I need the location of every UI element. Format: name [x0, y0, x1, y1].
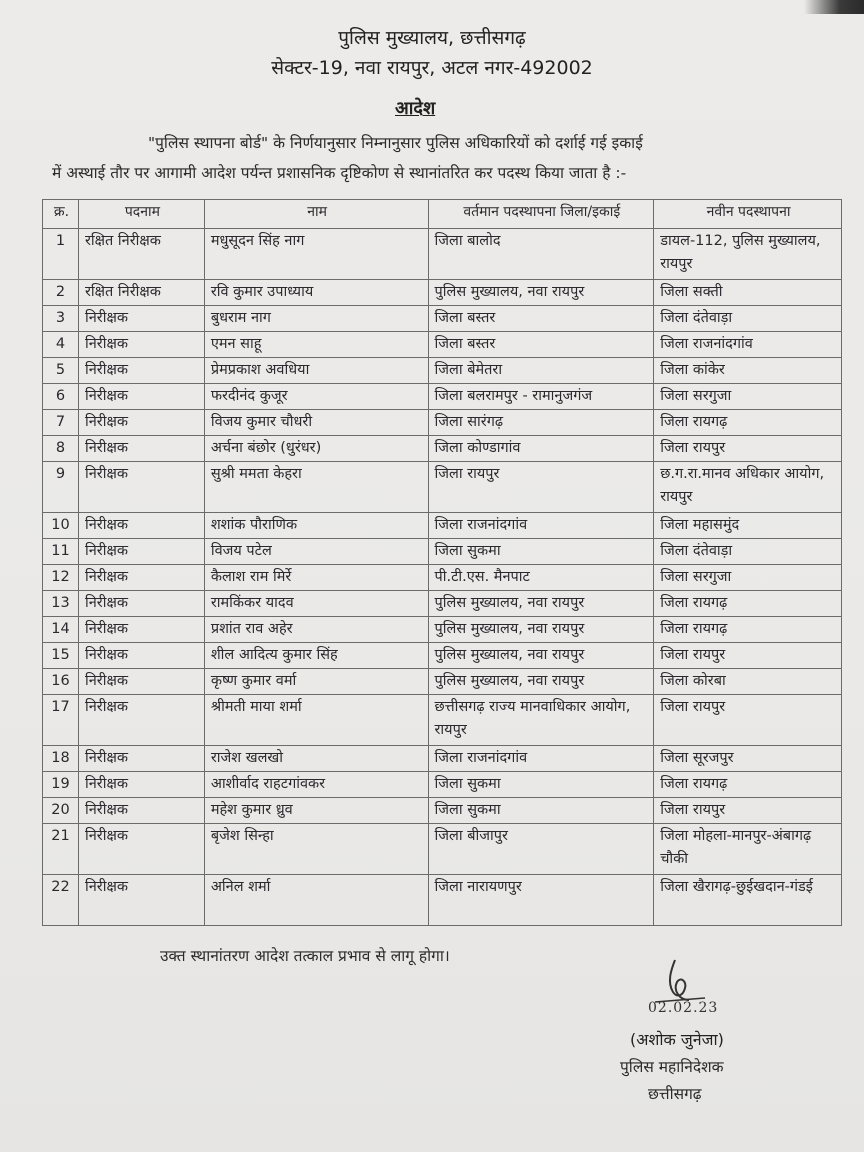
designation-cell: निरीक्षक [78, 798, 204, 824]
new-posting-cell: जिला सक्ती [654, 280, 842, 306]
designation-cell: निरीक्षक [78, 332, 204, 358]
serial-cell: 21 [43, 824, 79, 875]
header-name: नाम [204, 200, 428, 229]
name-cell: अर्चना बंछोर (धुरंधर) [204, 436, 428, 462]
serial-cell: 3 [43, 306, 79, 332]
current-posting-cell: पुलिस मुख्यालय, नवा रायपुर [428, 643, 654, 669]
current-posting-cell: जिला बलरामपुर - रामानुजगंज [428, 384, 654, 410]
current-posting-cell: पी.टी.एस. मैनपाट [428, 565, 654, 591]
serial-cell: 13 [43, 591, 79, 617]
table-row [43, 513, 842, 539]
new-posting-cell: जिला दंतेवाड़ा [654, 306, 842, 332]
serial-cell: 9 [43, 462, 79, 513]
name-cell: एमन साहू [204, 332, 428, 358]
table-row [43, 332, 842, 358]
table-row [43, 229, 842, 280]
new-posting-cell: जिला मोहला-मानपुर-अंबागढ़ चौकी [654, 824, 842, 875]
table-row [43, 746, 842, 772]
table-row [43, 384, 842, 410]
designation-cell: निरीक्षक [78, 643, 204, 669]
table-row [43, 539, 842, 565]
current-posting-cell: पुलिस मुख्यालय, नवा रायपुर [428, 591, 654, 617]
serial-cell: 7 [43, 410, 79, 436]
new-posting-cell: जिला राजनांदगांव [654, 332, 842, 358]
table-row [43, 358, 842, 384]
name-cell: कृष्ण कुमार वर्मा [204, 669, 428, 695]
new-posting-cell: जिला रायगढ़ [654, 410, 842, 436]
office-address: सेक्टर-19, नवा रायपुर, अटल नगर-492002 [271, 57, 593, 79]
name-cell: रवि कुमार उपाध्याय [204, 280, 428, 306]
new-posting-cell: जिला खैरागढ़-छुईखदान-गंडई [654, 875, 842, 926]
new-posting-cell: जिला रायगढ़ [654, 591, 842, 617]
new-posting-cell: जिला रायपुर [654, 436, 842, 462]
name-cell: श्रीमती माया शर्मा [204, 695, 428, 746]
name-cell: प्रेमप्रकाश अवधिया [204, 358, 428, 384]
serial-cell: 15 [43, 643, 79, 669]
designation-cell: रक्षित निरीक्षक [78, 280, 204, 306]
name-cell: शील आदित्य कुमार सिंह [204, 643, 428, 669]
serial-cell: 14 [43, 617, 79, 643]
designation-cell: निरीक्षक [78, 875, 204, 926]
current-posting-cell: जिला राजनांदगांव [428, 746, 654, 772]
table-header-row [43, 200, 842, 229]
table-row [43, 565, 842, 591]
current-posting-cell: जिला बस्तर [428, 332, 654, 358]
designation-cell: निरीक्षक [78, 513, 204, 539]
new-posting-cell: जिला रायगढ़ [654, 617, 842, 643]
transfer-table [42, 199, 842, 926]
name-cell: राजेश खलखो [204, 746, 428, 772]
current-posting-cell: जिला सुकमा [428, 539, 654, 565]
current-posting-cell: जिला सारंगढ़ [428, 410, 654, 436]
current-posting-cell: जिला बेमेतरा [428, 358, 654, 384]
signatory-designation: पुलिस महानिदेशक [620, 1058, 724, 1076]
designation-cell: निरीक्षक [78, 539, 204, 565]
name-cell: रामकिंकर यादव [204, 591, 428, 617]
name-cell: शशांक पौराणिक [204, 513, 428, 539]
name-cell: फरदीनंद कुजूर [204, 384, 428, 410]
name-cell: महेश कुमार ध्रुव [204, 798, 428, 824]
current-posting-cell: जिला राजनांदगांव [428, 513, 654, 539]
table-row [43, 306, 842, 332]
table-row [43, 875, 842, 926]
serial-cell: 10 [43, 513, 79, 539]
designation-cell: निरीक्षक [78, 436, 204, 462]
current-posting-cell: पुलिस मुख्यालय, नवा रायपुर [428, 617, 654, 643]
name-cell: विजय पटेल [204, 539, 428, 565]
header-new-posting: नवीन पदस्थापना [654, 200, 842, 229]
table-row [43, 410, 842, 436]
current-posting-cell: छत्तीसगढ़ राज्य मानवाधिकार आयोग, रायपुर [428, 695, 654, 746]
designation-cell: निरीक्षक [78, 384, 204, 410]
office-name: पुलिस मुख्यालय, छत्तीसगढ़ [338, 27, 526, 49]
current-posting-cell: जिला बस्तर [428, 306, 654, 332]
signatory-name: (अशोक जुनेजा) [630, 1030, 724, 1049]
intro-line-2: में अस्थाई तौर पर आगामी आदेश पर्यन्त प्रशासनिक दृष्टिकोण से स्थानांतरित कर पदस्थ किया जाता है :- [52, 164, 627, 182]
name-cell: कैलाश राम मिर्रे [204, 565, 428, 591]
serial-cell: 22 [43, 875, 79, 926]
header-current-posting: वर्तमान पदस्थापना जिला/इकाई [428, 200, 654, 229]
designation-cell: निरीक्षक [78, 772, 204, 798]
serial-cell: 18 [43, 746, 79, 772]
name-cell: मधुसूदन सिंह नाग [204, 229, 428, 280]
current-posting-cell: पुलिस मुख्यालय, नवा रायपुर [428, 669, 654, 695]
header-designation: पदनाम [78, 200, 204, 229]
current-posting-cell: जिला नारायणपुर [428, 875, 654, 926]
serial-cell: 19 [43, 772, 79, 798]
signatory-state: छत्तीसगढ़ [648, 1085, 702, 1103]
table-row [43, 280, 842, 306]
order-intro [52, 128, 812, 188]
current-posting-cell: जिला सुकमा [428, 772, 654, 798]
header-serial: क्र. [43, 200, 79, 229]
name-cell: प्रशांत राव अहेर [204, 617, 428, 643]
serial-cell: 6 [43, 384, 79, 410]
signature-date: 02.02.23 [648, 1000, 719, 1016]
current-posting-cell: पुलिस मुख्यालय, नवा रायपुर [428, 280, 654, 306]
new-posting-cell: जिला रायगढ़ [654, 772, 842, 798]
table-row [43, 591, 842, 617]
serial-cell: 16 [43, 669, 79, 695]
page-corner-shadow [804, 0, 864, 14]
designation-cell: निरीक्षक [78, 669, 204, 695]
new-posting-cell: जिला कोरबा [654, 669, 842, 695]
table-row [43, 462, 842, 513]
current-posting-cell: जिला सुकमा [428, 798, 654, 824]
new-posting-cell: जिला दंतेवाड़ा [654, 539, 842, 565]
new-posting-cell: जिला सूरजपुर [654, 746, 842, 772]
serial-cell: 20 [43, 798, 79, 824]
name-cell: बुधराम नाग [204, 306, 428, 332]
designation-cell: निरीक्षक [78, 695, 204, 746]
name-cell: विजय कुमार चौधरी [204, 410, 428, 436]
designation-cell: रक्षित निरीक्षक [78, 229, 204, 280]
table-row [43, 798, 842, 824]
name-cell: सुश्री ममता केहरा [204, 462, 428, 513]
table-row [43, 772, 842, 798]
table-row [43, 824, 842, 875]
serial-cell: 11 [43, 539, 79, 565]
serial-cell: 12 [43, 565, 79, 591]
new-posting-cell: जिला रायपुर [654, 798, 842, 824]
serial-cell: 5 [43, 358, 79, 384]
designation-cell: निरीक्षक [78, 565, 204, 591]
table-row [43, 669, 842, 695]
new-posting-cell: जिला रायपुर [654, 695, 842, 746]
serial-cell: 1 [43, 229, 79, 280]
table-row [43, 436, 842, 462]
new-posting-cell: जिला रायपुर [654, 643, 842, 669]
effect-statement: उक्त स्थानांतरण आदेश तत्काल प्रभाव से लागू होगा। [160, 947, 450, 965]
name-cell: अनिल शर्मा [204, 875, 428, 926]
designation-cell: निरीक्षक [78, 617, 204, 643]
designation-cell: निरीक्षक [78, 306, 204, 332]
serial-cell: 8 [43, 436, 79, 462]
new-posting-cell: जिला सरगुजा [654, 384, 842, 410]
current-posting-cell: जिला रायपुर [428, 462, 654, 513]
new-posting-cell: जिला कांकेर [654, 358, 842, 384]
designation-cell: निरीक्षक [78, 410, 204, 436]
table-row [43, 617, 842, 643]
name-cell: आशीर्वाद राहटगांवकर [204, 772, 428, 798]
designation-cell: निरीक्षक [78, 358, 204, 384]
new-posting-cell: जिला सरगुजा [654, 565, 842, 591]
designation-cell: निरीक्षक [78, 462, 204, 513]
intro-line-1: "पुलिस स्थापना बोर्ड" के निर्णयानुसार निम्नानुसार पुलिस अधिकारियों को दर्शाई गई इकाई [148, 134, 643, 152]
designation-cell: निरीक्षक [78, 746, 204, 772]
serial-cell: 2 [43, 280, 79, 306]
current-posting-cell: जिला बीजापुर [428, 824, 654, 875]
name-cell: बृजेश सिन्हा [204, 824, 428, 875]
new-posting-cell: छ.ग.रा.मानव अधिकार आयोग, रायपुर [654, 462, 842, 513]
order-title: आदेश [395, 98, 436, 119]
serial-cell: 17 [43, 695, 79, 746]
new-posting-cell: डायल-112, पुलिस मुख्यालय, रायपुर [654, 229, 842, 280]
serial-cell: 4 [43, 332, 79, 358]
table-row [43, 695, 842, 746]
designation-cell: निरीक्षक [78, 591, 204, 617]
new-posting-cell: जिला महासमुंद [654, 513, 842, 539]
current-posting-cell: जिला बालोद [428, 229, 654, 280]
current-posting-cell: जिला कोण्डागांव [428, 436, 654, 462]
table-row [43, 643, 842, 669]
designation-cell: निरीक्षक [78, 824, 204, 875]
